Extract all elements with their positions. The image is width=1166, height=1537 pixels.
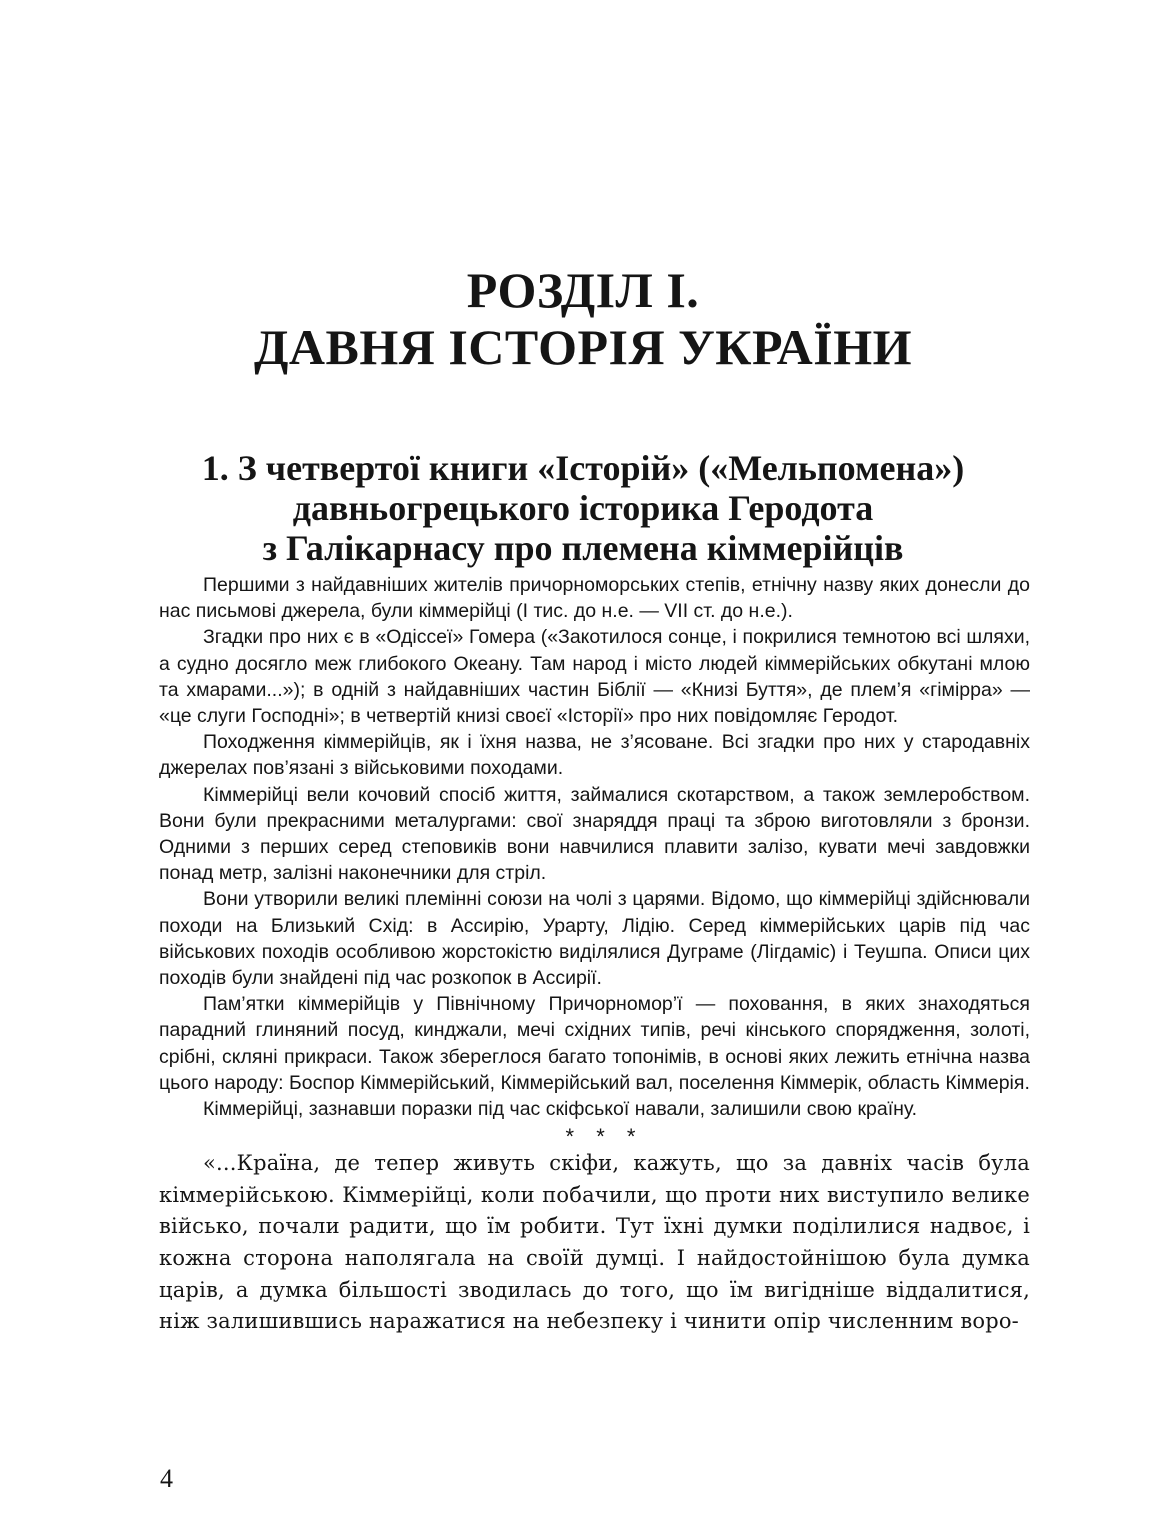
chapter-title — [0, 262, 1166, 376]
intro-text — [159, 572, 1030, 1338]
intro-paragraph: Кіммерійці, зазнавши поразки під час скіфської навали, залишили свою країну. — [203, 1098, 918, 1121]
section-title — [0, 448, 1166, 568]
section-title-line-3: з Галікарнасу про племена кіммерійців — [262, 528, 904, 568]
intro-paragraph: Походження кіммерійців, як і їхня назва, не з’ясоване. Всі згадки про них у стародавніх джерелах пов’язані з військовими походами. — [159, 731, 1030, 780]
intro-paragraph: Вони утворили великі племінні союзи на чолі з царями. Відомо, що кіммерійці здійснювали походи на Близький Схід: в Ассирію, Урарту, Лідію. Серед кіммерійських царів під час військових походів особливою жорстокістю виділялися Дуграме (Лігдаміс) і Теушпа. Описи цих походів були знайдені під час розкопок в Ассирії. — [159, 888, 1030, 990]
page-number: 4 — [160, 1464, 173, 1493]
section-title-line-1: 1. З четвертої книги «Історій» («Мельпомена») — [201, 448, 965, 488]
chapter-title-line-2: ДАВНЯ ІСТОРІЯ УКРАЇНИ — [253, 319, 913, 375]
intro-paragraph: Пам’ятки кіммерійців у Північному Причорномор’ї — поховання, в яких знаходяться парадний глиняний посуд, кинджали, мечі східних типів, речі кінського спорядження, золоті, срібні, скляні прикраси. Також збереглося багато топонімів, в основі яких лежить етнічна назва цього народу: Боспор Кіммерійський, Кіммерійський вал, поселення Кіммерік, область Кіммерія. — [159, 993, 1030, 1094]
intro-paragraph: Першими з найдавніших жителів причорноморських степів, етнічну назву яких донесли до нас письмові джерела, були кіммерійці (І тис. до н.е. — VII ст. до н.е.). — [159, 574, 1030, 623]
intro-paragraph: Згадки про них є в «Одіссеї» Гомера («Закотилося сонце, і покрилися темнотою всі шляхи, а судно досягло меж глибокого Океану. Там народ і місто людей кіммерійських обкутані млою та хмарами...»); в одній з найдавніших частин Біблії — «Книзі Буття», де плем’я «гімірра» — «це слуги Господні»; в четвертій книзі своєї «Історії» про них повідомляє Геродот. — [159, 626, 1030, 728]
section-title-line-2: давньогрецького історика Геродота — [292, 488, 874, 528]
chapter-title-line-1: РОЗДІЛ І. — [466, 262, 700, 318]
herodotus-quote: «...Країна, де тепер живуть скіфи, кажуть, що за давніх часів була кіммерійською. Кіммерійці, коли побачили, що проти них виступило велике військо, почали радити, що їм робити. Тут їхні думки поділилися надвоє, і кожна сторона наполягала на своїй думці. І найдостойнішою була думка царів, а думка більшості зводилась до того, що їм вигідніше віддалитися, ніж залишившись наражатися на небезпеку і чинити опір численним воро- — [159, 1151, 1030, 1334]
section-separator: * * * — [565, 1124, 644, 1150]
intro-paragraph: Кіммерійці вели кочовий спосіб життя, займалися скотарством, а також землеробством. Вони були прекрасними металургами: свої знаряддя праці та зброю виготовляли з бронзи. Одними з перших серед степовиків вони навчилися плавити залізо, кувати мечі завдовжки понад метр, залізні наконечники для стріл. — [159, 783, 1030, 885]
